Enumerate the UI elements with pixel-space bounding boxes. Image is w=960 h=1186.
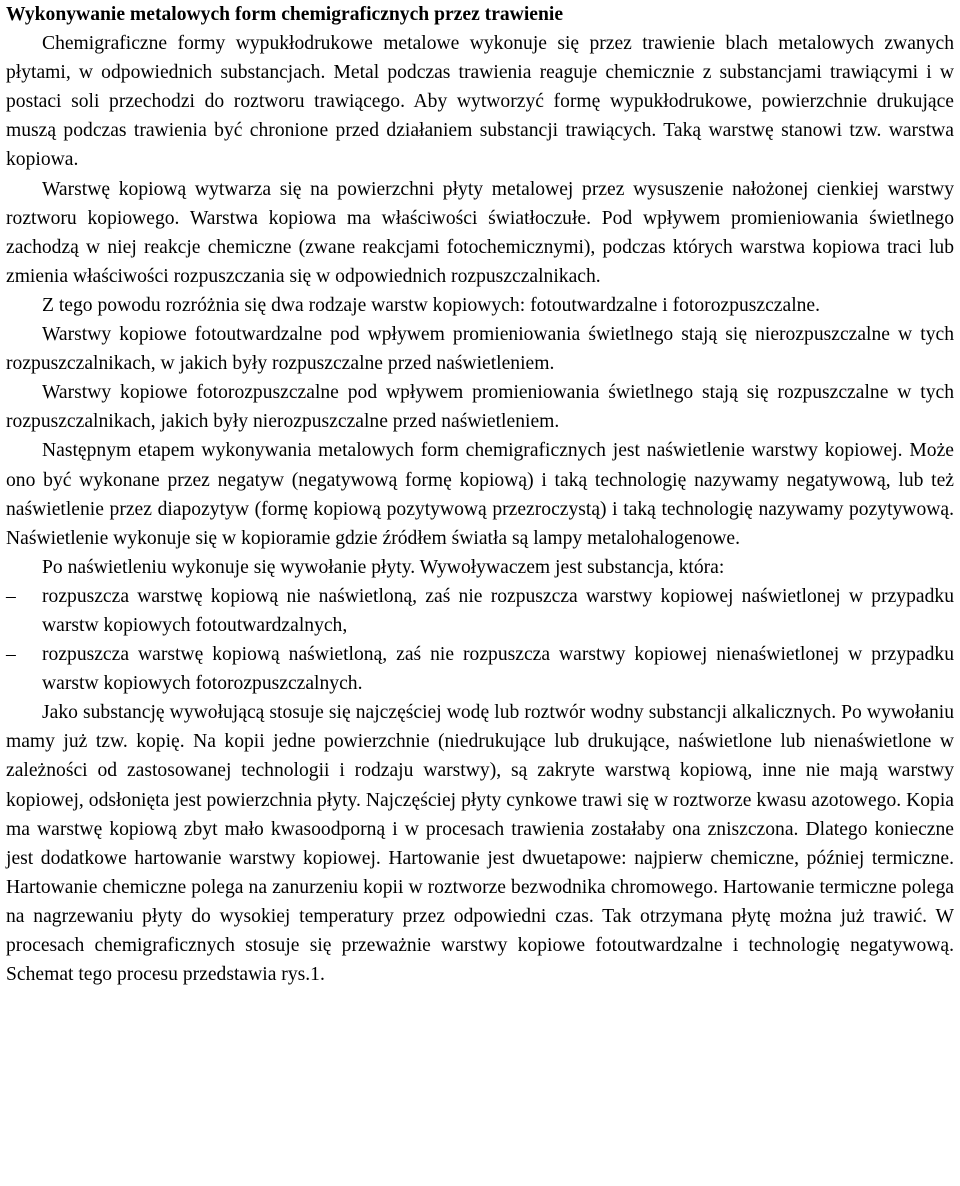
paragraph-layer-types: Z tego powodu rozróżnia się dwa rodzaje warstw kopiowych: fotoutwardzalne i fotorozpuszczalne. xyxy=(42,294,821,316)
paragraph-hardening-etching: Jako substancję wywołującą stosuje się najczęściej wodę lub roztwór wodny substancji alkalicznych. Po wywołaniu mamy już tzw. kopię. Na kopii jedne powierzchnie (niedrukujące lub drukujące, naświetlone lub nienaświetlone w zależności od zastosowanej technologii i rodzaju warstwy), są zakryte warstwą kopiową, inne nie mają warstwy kopiowej, odsłonięta jest powierzchnia płyty. Najczęściej płyty cynkowe trawi się w roztworze kwasu azotowego. Kopia ma warstwę kopiową zbyt mało kwasoodporną i w procesach trawienia zostałaby ona zniszczona. Dlatego konieczne jest dodatkowe hartowanie warstwy kopiowej. Hartowanie jest dwuetapowe: najpierw chemiczne, później termiczne. Hartowanie chemiczne polega na zanurzeniu kopii w roztworze bezwodnika chromowego. Hartowanie termiczne polega na nagrzewaniu płyty do wysokiej temperatury przez odpowiedni czas. Tak otrzymana płytę można już trawić. W procesach chemigraficznych stosuje się przeważnie warstwy kopiowe fotoutwardzalne i technologię negatywową. Schemat tego procesu przedstawia rys.1. xyxy=(6,702,954,986)
paragraph-photohardening: Warstwy kopiowe fotoutwardzalne pod wpływem promieniowania świetlnego stają się nierozpuszczalne w tych rozpuszczalnikach, w jakich były rozpuszczalne przed naświetleniem. xyxy=(6,324,954,375)
developer-list xyxy=(6,582,954,698)
paragraph-copy-layer: Warstwę kopiową wytwarza się na powierzchni płyty metalowej przez wysuszenie nałożonej cienkiej warstwy roztworu kopiowego. Warstwa kopiowa ma właściwości światłoczułe. Pod wpływem promieniowania świetlnego zachodzą w niej reakcje chemiczne (zwane reakcjami fotochemicznymi), podczas których warstwa kopiowa traci lub zmienia właściwości rozpuszczania się w odpowiednich rozpuszczalnikach. xyxy=(6,178,954,287)
paragraph-developing: Po naświetleniu wykonuje się wywołanie płyty. Wywoływaczem jest substancja, która: xyxy=(42,556,725,578)
dash-bullet: – xyxy=(6,644,16,666)
dash-bullet: – xyxy=(6,585,16,607)
list-item xyxy=(6,582,954,640)
paragraph-exposure: Następnym etapem wykonywania metalowych form chemigraficznych jest naświetlenie warstwy kopiowej. Może ono być wykonane przez negatyw (negatywową formę kopiową) i taką technologię nazywamy negatywową, lub też naświetlenie przez diapozytyw (formę kopiową pozytywową przezroczystą) i taką technologię nazywamy pozytywową. Naświetlenie wykonuje się w kopioramie gdzie źródłem światła są lampy metalohalogenowe. xyxy=(6,440,954,549)
document-title: Wykonywanie metalowych form chemigraficznych przez trawienie xyxy=(6,4,564,25)
paragraph-photosoluble: Warstwy kopiowe fotorozpuszczalne pod wpływem promieniowania świetlnego stają się rozpuszczalne w tych rozpuszczalnikach, jakich były nierozpuszczalne przed naświetleniem. xyxy=(6,382,954,433)
paragraph-chemigraphic-forms: Chemigraficzne formy wypukłodrukowe metalowe wykonuje się przez trawienie blach metalowych zwanych płytami, w odpowiednich substancjach. Metal podczas trawienia reaguje chemicznie z substancjami trawiącymi i w postaci soli przechodzi do roztworu trawiącego. Aby wytworzyć formę wypukłodrukowe, powierzchnie drukujące muszą podczas trawienia być chronione przed działaniem substancji trawiących. Taką warstwę stanowi tzw. warstwa kopiowa. xyxy=(6,33,954,171)
list-item-text: rozpuszcza warstwę kopiową nie naświetloną, zaś nie rozpuszcza warstwy kopiowej naświetlonej w przypadku warstw kopiowych fotoutwardzalnych, xyxy=(42,585,954,636)
list-item-text: rozpuszcza warstwę kopiową naświetloną, zaś nie rozpuszcza warstwy kopiowej nienaświetlonej w przypadku warstw kopiowych fotorozpuszczalnych. xyxy=(42,644,954,695)
list-item xyxy=(6,640,954,698)
